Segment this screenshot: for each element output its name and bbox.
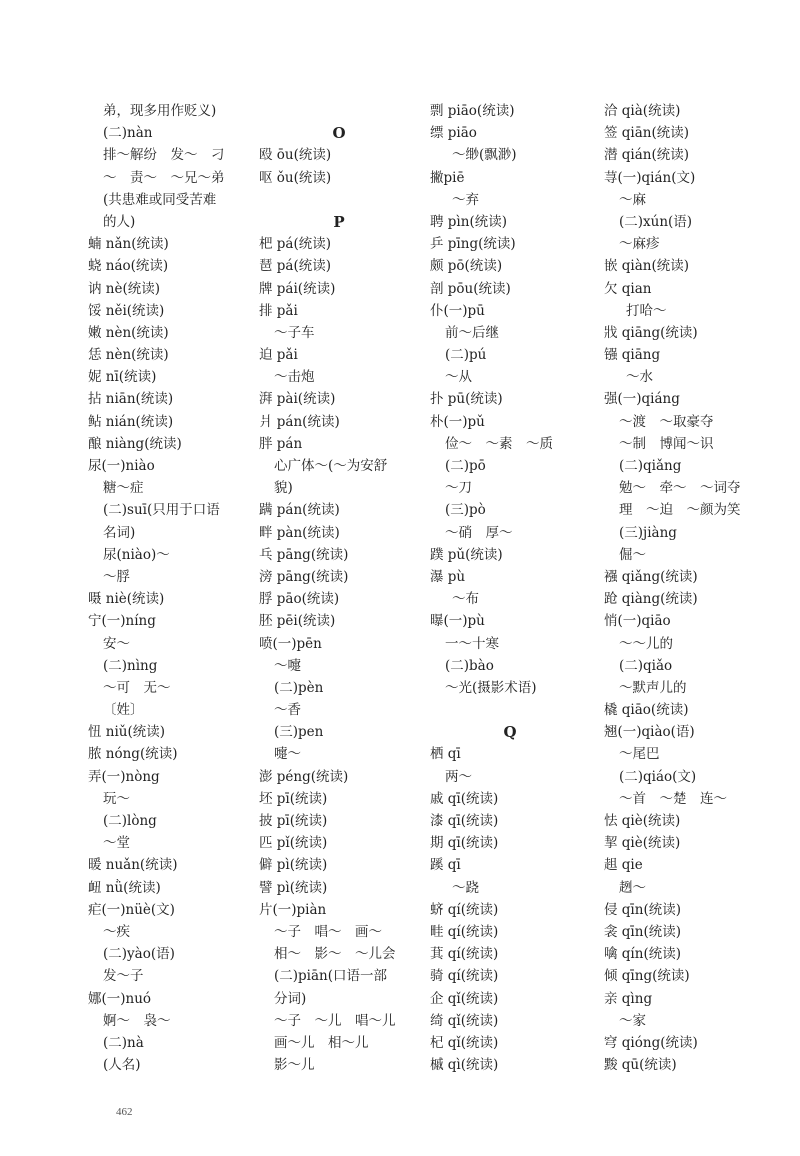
entry-line: 曝(一)pù <box>430 613 485 630</box>
entry-line: 殴 ōu(统读) <box>259 147 332 164</box>
entry-subline: ～默声儿的 <box>619 679 687 696</box>
entry-line: 怯 qiè(统读) <box>604 813 681 829</box>
entry-line: 瀑 pù <box>430 568 466 585</box>
entry-subline: 安～ <box>103 635 130 652</box>
entry-subline: ～缈(飘渺) <box>452 147 517 164</box>
entry-line: 杷 pá(统读) <box>259 236 332 253</box>
entry-line: 衄 nǜ(统读) <box>88 879 161 896</box>
entry-line: 聘 pìn(统读) <box>430 213 507 230</box>
entry-line <box>259 100 419 122</box>
entry-subline: 打哈～ <box>626 302 667 319</box>
entry-subline: ～尾巴 <box>619 746 660 763</box>
entry-subline: ～水 <box>626 369 653 386</box>
entry-subline: 糖～症 <box>103 480 144 497</box>
entry-subline: 名词) <box>103 524 136 541</box>
entry-line: 娜(一)nuó <box>88 990 152 1007</box>
entry-line: 跄 qiàng(统读) <box>604 591 698 608</box>
entry-subline: 嚏～ <box>274 746 301 763</box>
entry-subline: ～制 博闻～识 <box>619 435 714 452</box>
entry-line: 扑 pū(统读) <box>430 391 503 408</box>
entry-line: 匹 pǐ(统读) <box>259 835 328 852</box>
entry-line: 强(一)qiáng <box>604 391 680 408</box>
entry-subline: 尿(niào)～ <box>103 546 170 563</box>
entry-line: 馁 něi(统读) <box>88 302 165 319</box>
entry-subline: ～子车 <box>274 324 315 341</box>
entry-subline: (二)yào(语) <box>103 946 175 963</box>
entry-line: 湃 pài(统读) <box>259 391 336 408</box>
entry-line: 剖 pōu(统读) <box>430 280 511 297</box>
entry-line: 畔 pàn(统读) <box>259 524 340 541</box>
entry-line: 蹼 pǔ(统读) <box>430 546 503 563</box>
entry-subline: ～子 唱～ 画～ <box>274 923 382 940</box>
entry-subline: (二)qiáo(文) <box>619 768 697 785</box>
entry-line: 穹 qióng(统读) <box>604 1034 698 1051</box>
entry-subline: ～～儿的 <box>619 635 673 652</box>
entry-subline: 一～十寒 <box>445 635 499 652</box>
entry-line: 栖 qī <box>430 746 461 763</box>
entry-line: 荨(一)qián(文) <box>604 169 696 186</box>
entry-line: 翘(一)qiào(语) <box>604 724 695 741</box>
entry-line: 澎 péng(统读) <box>259 768 349 785</box>
entry-subline: 画～儿 相～儿 <box>274 1034 369 1051</box>
entry-line: 朴(一)pǔ <box>430 413 485 430</box>
entry-line: 噙 qín(统读) <box>604 946 681 963</box>
entry-line: 倾 qīng(统读) <box>604 968 690 985</box>
entry-line: 蝻 nǎn(统读) <box>88 236 169 253</box>
entry-line: 黢 qū(统读) <box>604 1057 677 1074</box>
entry-line: 拈 niān(统读) <box>88 391 174 408</box>
entry-line: 嗫 niè(统读) <box>88 591 165 608</box>
section-letter-heading: P <box>333 212 345 231</box>
entry-subline: (二)suī(只用于口语 <box>103 502 220 519</box>
entry-line: 恁 nèn(统读) <box>88 347 169 364</box>
entry-subline: ～麻疹 <box>619 236 660 253</box>
entry-line: 戕 qiāng(统读) <box>604 324 698 341</box>
entry-line: 脬 pāo(统读) <box>259 591 340 608</box>
entry-line: 杞 qǐ(统读) <box>430 1034 499 1051</box>
entry-line: 牌 pái(统读) <box>259 280 336 297</box>
entry-subline: (三)pen <box>274 724 324 741</box>
entry-line: 蹒 pán(统读) <box>259 502 340 519</box>
entry-subline: ～香 <box>274 702 301 719</box>
entry-line: 镪 qiāng <box>604 347 661 364</box>
entry-line: 期 qī(统读) <box>430 835 499 852</box>
entry-line: 欠 qian <box>604 280 652 297</box>
entry-subline: 发～子 <box>103 968 144 985</box>
entry-subline: 婀～ 袅～ <box>103 1012 171 1029</box>
entry-line <box>430 699 590 721</box>
section-letter-heading: O <box>332 124 346 143</box>
entry-line: 胖 pán <box>259 435 303 452</box>
entry-line: 畦 qí(统读) <box>430 923 499 940</box>
entry-subline: (二)xún(语) <box>619 213 693 230</box>
entry-line: 爿 pán(统读) <box>259 413 340 430</box>
entry-subline: ～刀 <box>445 480 472 497</box>
entry-subline: ～硝 厚～ <box>445 524 513 541</box>
entry-line: 襁 qiǎng(统读) <box>604 568 698 585</box>
entry-line: 胚 pēi(统读) <box>259 613 336 630</box>
entry-line: 颇 pō(统读) <box>430 258 503 275</box>
entry-subline: 心广体～(～为安舒 <box>274 458 388 474</box>
entry-subline: 前～后继 <box>445 324 499 341</box>
entry-line: 槭 qì(统读) <box>430 1057 499 1074</box>
column-2 <box>259 100 419 1076</box>
entry-line: 缥 piāo <box>430 125 477 142</box>
entry-subline: (二)piān(口语一部 <box>274 968 388 985</box>
entry-line: 悄(一)qiāo <box>604 613 671 630</box>
entry-line: 剽 piāo(统读) <box>430 103 515 119</box>
entry-subline: ～堂 <box>103 835 130 852</box>
entry-subline: ～子 ～儿 唱～儿 <box>274 1012 396 1029</box>
entry-subline: (二)nà <box>103 1034 144 1051</box>
entry-subline: 倔～ <box>619 546 646 563</box>
column-4 <box>604 100 764 1076</box>
entry-subline: ～脬 <box>103 568 130 585</box>
entry-subline: (二)qiǎng <box>619 458 682 474</box>
entry-subline: 〔姓〕 <box>103 702 144 719</box>
entry-subline: (二)nàn <box>103 125 153 142</box>
entry-line: 蛲 náo(统读) <box>88 258 169 275</box>
entry-line: 蹊 qī <box>430 857 461 874</box>
entry-line: 排 pǎi <box>259 302 298 319</box>
entry-subline: (二)pú <box>445 347 487 364</box>
entry-line: 嫩 nèn(统读) <box>88 324 169 341</box>
entry-line: 迫 pǎi <box>259 347 298 364</box>
entry-line: 譬 pì(统读) <box>259 879 328 896</box>
entry-line: 撇piē <box>430 169 465 186</box>
entry-line: 仆(一)pū <box>430 302 485 319</box>
entry-line: 趄 qie <box>604 857 643 874</box>
entry-line: 坯 pī(统读) <box>259 790 328 807</box>
entry-line: 忸 niǔ(统读) <box>88 724 166 741</box>
entry-subline: 的人) <box>103 213 136 230</box>
entry-subline: 弟，现多用作贬义) <box>103 103 217 119</box>
entry-subline: ～布 <box>452 591 479 608</box>
entry-line <box>259 189 419 211</box>
entry-subline: 勉～ 牵～ ～词夺 <box>619 480 741 497</box>
entry-line: 酿 niàng(统读) <box>88 435 182 452</box>
entry-subline: (人名) <box>103 1057 141 1074</box>
entry-subline: 分词) <box>274 990 307 1007</box>
entry-line: 琶 pá(统读) <box>259 258 332 275</box>
entry-subline: (共患难或同受苦难 <box>103 191 217 208</box>
column-1 <box>88 100 248 1076</box>
entry-subline: (三)pò <box>445 502 486 519</box>
entry-subline: 俭～ ～素 ～质 <box>445 435 553 452</box>
entry-line: 戚 qī(统读) <box>430 790 499 807</box>
column-3 <box>430 100 590 1076</box>
entry-line: 绮 qǐ(统读) <box>430 1012 499 1029</box>
entry-line: 暖 nuǎn(统读) <box>88 857 178 874</box>
entry-line: 亲 qìng <box>604 990 653 1007</box>
entry-line: 衾 qīn(统读) <box>604 923 681 940</box>
entry-line: 萁 qí(统读) <box>430 946 499 963</box>
entry-subline: 相～ 影～ ～儿会 <box>274 946 396 963</box>
entry-line: 蛴 qí(统读) <box>430 901 499 918</box>
entry-subline: (三)jiàng <box>619 524 677 541</box>
entry-line: 疟(一)nüè(文) <box>88 901 175 918</box>
entry-line: 侵 qīn(统读) <box>604 901 681 918</box>
entry-line: 橇 qiāo(统读) <box>604 702 689 719</box>
entry-subline: (二)bào <box>445 657 494 674</box>
entry-subline: ～首 ～楚 连～ <box>619 790 727 807</box>
entry-subline: (二)pō <box>445 458 486 474</box>
entry-subline: ～疾 <box>103 923 130 940</box>
entry-subline: ～从 <box>445 369 472 386</box>
entry-subline: ～光(摄影术语) <box>445 679 537 696</box>
entry-line: 呕 ǒu(统读) <box>259 169 332 186</box>
section-letter-heading: Q <box>503 723 517 742</box>
entry-subline: (二)qiǎo <box>619 657 673 674</box>
entry-line: 片(一)piàn <box>259 901 327 918</box>
entry-line: 潜 qián(统读) <box>604 147 690 164</box>
entry-line: 滂 pāng(统读) <box>259 568 349 585</box>
entry-subline: 貌) <box>274 480 293 497</box>
entry-line: 挈 qiè(统读) <box>604 835 681 852</box>
entry-line: 企 qǐ(统读) <box>430 990 499 1007</box>
entry-line: 脓 nóng(统读) <box>88 746 178 763</box>
entry-subline: ～可 无～ <box>103 679 171 696</box>
entry-line: 洽 qià(统读) <box>604 103 681 119</box>
entry-subline: ～ 责～ ～兄～弟 <box>103 169 225 186</box>
entry-line: 宁(一)níng <box>88 613 156 630</box>
entry-subline: 排～解纷 发～ 刁 <box>103 147 225 164</box>
entry-subline: ～弃 <box>452 191 479 208</box>
entry-subline: 玩～ <box>103 790 130 807</box>
entry-subline: 理 ～迫 ～颜为笑 <box>619 502 741 519</box>
entry-subline: ～嚏 <box>274 657 301 674</box>
entry-line: 嵌 qiàn(统读) <box>604 258 690 275</box>
entry-subline: ～家 <box>619 1012 646 1029</box>
entry-subline: (二)lòng <box>103 813 157 829</box>
entry-line: 鲇 nián(统读) <box>88 413 174 430</box>
entry-line: 尿(一)niào <box>88 458 155 474</box>
entry-subline: ～麻 <box>619 191 646 208</box>
entry-line: 乒 pīng(统读) <box>430 236 516 253</box>
entry-line: 骑 qí(统读) <box>430 968 499 985</box>
entry-subline: 影～儿 <box>274 1057 315 1074</box>
entry-line: 僻 pì(统读) <box>259 857 328 874</box>
entry-line: 喷(一)pēn <box>259 635 322 652</box>
entry-line: 弄(一)nòng <box>88 768 160 785</box>
entry-subline: (二)pèn <box>274 679 324 696</box>
entry-subline: 趔～ <box>619 879 646 896</box>
entry-subline: ～击炮 <box>274 369 315 386</box>
entry-subline: ～跷 <box>452 879 479 896</box>
entry-line: 签 qiān(统读) <box>604 125 690 142</box>
entry-subline: (二)nìng <box>103 657 158 674</box>
entry-line: 乓 pāng(统读) <box>259 546 349 563</box>
entry-line: 漆 qī(统读) <box>430 813 499 829</box>
page-number: 462 <box>116 1106 133 1118</box>
entry-line: 披 pī(统读) <box>259 813 328 829</box>
entry-subline: 两～ <box>445 768 472 785</box>
entry-subline: ～渡 ～取豪夺 <box>619 413 714 430</box>
entry-line: 讷 nè(统读) <box>88 280 161 297</box>
entry-line: 妮 nī(统读) <box>88 369 157 386</box>
